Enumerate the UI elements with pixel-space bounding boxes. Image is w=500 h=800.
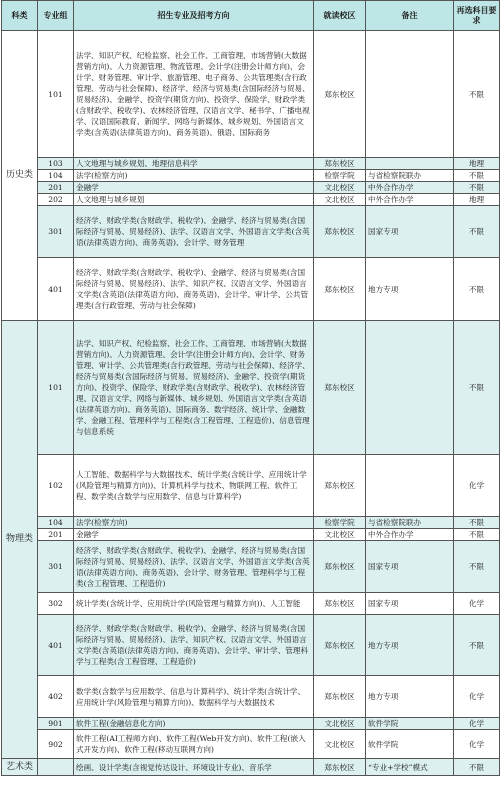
campus-cell: 郑东校区: [314, 593, 366, 615]
code-cell: 401: [38, 258, 74, 321]
code-cell: 101: [38, 31, 74, 158]
header-code: 专业组: [38, 1, 74, 31]
majors-cell: 法学、知识产权、纪检监察、社会工作、工商管理、市场营销(大数据营销方向)、人力资源管理、物流管理、会计学(注册会计师方向)、会计学、财务管理、审计学、旅游管理、电子商务、公共管理类(含行政管理、劳动与社会保障)、经济学、经济与贸易类(含国际经济与贸易、贸易经济)、金融学、投资学(期货方向)、投资学、保险学、财政学类(含财政学、税收学)、农林经济管理、汉语言文学、秘书学、广播电视学、汉语国际教育、新闻学、网络与新媒体、城乡规划、外国语言文学类(含英语(法律英语方向)、商务英语)、俄语、国际商务: [74, 31, 314, 158]
table-row: [2, 258, 500, 321]
table-header-row: [2, 1, 500, 31]
majors-cell: 法学(检察方向): [74, 517, 314, 529]
subject-cell: 化学: [454, 730, 500, 759]
note-cell: [366, 455, 454, 517]
majors-cell: 软件工程(AI工程师方向)、软件工程(Web开发方向)、软件工程(嵌入式开发方向)、软件工程(移动互联网方向): [74, 730, 314, 759]
subject-cell: 不限: [454, 321, 500, 455]
campus-cell: 检察学院: [314, 170, 366, 182]
code-cell: 201: [38, 529, 74, 541]
subject-cell: 化学: [454, 676, 500, 718]
subject-cell: 化学: [454, 718, 500, 730]
campus-cell: 文北校区: [314, 529, 366, 541]
code-cell: 104: [38, 170, 74, 182]
campus-cell: 郑东校区: [314, 158, 366, 170]
note-cell: [366, 321, 454, 455]
note-cell: 中外合作办学: [366, 194, 454, 206]
admissions-table: [1, 0, 500, 776]
table-row: [2, 541, 500, 593]
note-cell: 地方专项: [366, 676, 454, 718]
note-cell: 与省检察院联办: [366, 517, 454, 529]
subject-cell: 不限: [454, 529, 500, 541]
majors-cell: 法学、知识产权、纪检监察、社会工作、工商管理、市场营销(大数据营销方向)、人力资源管理、会计学(注册会计师方向)、会计学、财务管理、审计学、公共管理类(含行政管理、劳动与社会保障)、经济学、经济与贸易类(含国际经济与贸易、贸易经济)、金融学、投资学(期货方向)、投资学、保险学、财政学类(含财政学、税收学)、农林经济管理、汉语言文学、网络与新媒体、城乡规划、外国语言文学类(含英语(法律英语方向)、商务英语)、国际商务、数学经济、统计学、金融数学、金融工程、管理科学与工程类(含工程管理、工程造价)、信息管理与信息系统: [74, 321, 314, 455]
header-campus: 就读校区: [314, 1, 366, 31]
note-cell: 中外合作办学: [366, 529, 454, 541]
subject-cell: 不限: [454, 206, 500, 258]
majors-cell: 法学(检察方向): [74, 170, 314, 182]
note-cell: 地方专项: [366, 258, 454, 321]
majors-cell: 人文地理与城乡规划、地理信息科学: [74, 158, 314, 170]
code-cell: 101: [38, 321, 74, 455]
subject-cell: 不限: [454, 541, 500, 593]
campus-cell: 郑东校区: [314, 759, 366, 776]
campus-cell: 郑东校区: [314, 615, 366, 676]
code-cell: 901: [38, 718, 74, 730]
code-cell: 301: [38, 206, 74, 258]
category-cell: 历史类: [2, 31, 38, 321]
subject-cell: 不限: [454, 615, 500, 676]
subject-cell: 化学: [454, 455, 500, 517]
campus-cell: 文北校区: [314, 194, 366, 206]
header-subject: 再选科目要求: [454, 1, 500, 31]
table-row: [2, 529, 500, 541]
category-cell: 物理类: [2, 321, 38, 759]
table-row: [2, 730, 500, 759]
subject-cell: 不限: [454, 182, 500, 194]
code-cell: 202: [38, 194, 74, 206]
majors-cell: 经济学、财政学类(含财政学、税收学)、金融学、经济与贸易类(含国际经济与贸易、贸易经济)、法学、知识产权、汉语言文学、外国语言文学类(含英语(法律英语方向)、商务英语)、会计学、审计学、管理科学与工程类(含工程管理、工程造价): [74, 615, 314, 676]
majors-cell: 数学类(含数学与应用数学、信息与计算科学)、统计学类(含统计学、应用统计学(风险管理与精算方向))、数据科学与大数据技术: [74, 676, 314, 718]
table-row: [2, 759, 500, 776]
subject-cell: 不限: [454, 258, 500, 321]
code-cell: 103: [38, 158, 74, 170]
code-cell: 102: [38, 455, 74, 517]
code-cell: 104: [38, 517, 74, 529]
campus-cell: 检察学院: [314, 517, 366, 529]
table-row: [2, 194, 500, 206]
header-note: 备注: [366, 1, 454, 31]
code-cell: 302: [38, 593, 74, 615]
table-row: [2, 593, 500, 615]
campus-cell: 郑东校区: [314, 258, 366, 321]
majors-cell: 人文地理与城乡规划: [74, 194, 314, 206]
table-row: [2, 158, 500, 170]
majors-cell: 人工智能、数据科学与大数据技术、统计学类(含统计学、应用统计学(风险管理与精算方向))、计算机科学与技术、物联网工程、软件工程、数学类(含数学与应用数学、信息与计算科学): [74, 455, 314, 517]
note-cell: 国家专项: [366, 206, 454, 258]
subject-cell: 不限: [454, 170, 500, 182]
campus-cell: 郑东校区: [314, 455, 366, 517]
code-cell: 401: [38, 615, 74, 676]
majors-cell: 软件工程(金融信息化方向): [74, 718, 314, 730]
subject-cell: 化学: [454, 593, 500, 615]
code-cell: 902: [38, 730, 74, 759]
table-row: [2, 31, 500, 158]
table-row: [2, 615, 500, 676]
table-row: [2, 676, 500, 718]
subject-cell: 不限: [454, 759, 500, 776]
note-cell: 国家专项: [366, 593, 454, 615]
header-category: 科类: [2, 1, 38, 31]
campus-cell: 郑东校区: [314, 676, 366, 718]
note-cell: 软件学院: [366, 730, 454, 759]
subject-cell: 地理: [454, 158, 500, 170]
table-row: [2, 321, 500, 455]
note-cell: 软件学院: [366, 718, 454, 730]
table-body: [2, 31, 500, 776]
campus-cell: 文北校区: [314, 718, 366, 730]
majors-cell: 经济学、财政学类(含财政学、税收学)、金融学、经济与贸易类(含国际经济与贸易、贸易经济)、法学、汉语言文学、外国语言文学类(含英语(法律英语方向)、商务英语)、会计学、财务管理: [74, 206, 314, 258]
code-cell: 201: [38, 182, 74, 194]
table-row: [2, 170, 500, 182]
note-cell: 与省检察院联办: [366, 170, 454, 182]
code-cell: [38, 759, 74, 776]
subject-cell: 不限: [454, 31, 500, 158]
majors-cell: 金融学: [74, 529, 314, 541]
note-cell: [366, 31, 454, 158]
table-row: [2, 718, 500, 730]
note-cell: 中外合作办学: [366, 182, 454, 194]
note-cell: 地方专项: [366, 615, 454, 676]
majors-cell: 统计学类(含统计学、应用统计学(风险管理与精算方向))、人工智能: [74, 593, 314, 615]
header-majors: 招生专业及招考方向: [74, 1, 314, 31]
campus-cell: 郑东校区: [314, 31, 366, 158]
campus-cell: 郑东校区: [314, 541, 366, 593]
majors-cell: 绘画、设计学类(含视觉传达设计、环境设计专业)、音乐学: [74, 759, 314, 776]
code-cell: 402: [38, 676, 74, 718]
campus-cell: 文北校区: [314, 182, 366, 194]
subject-cell: 地理: [454, 194, 500, 206]
table-row: [2, 182, 500, 194]
code-cell: 301: [38, 541, 74, 593]
majors-cell: 经济学、财政学类(含财政学、税收学)、金融学、经济与贸易类(含国际经济与贸易、贸易经济)、法学、知识产权、汉语言文学、外国语言文学类(含英语(法律英语方向)、商务英语)、会计学、审计学、公共管理类(含行政管理、劳动与社会保障): [74, 258, 314, 321]
note-cell: [366, 158, 454, 170]
table-row: [2, 206, 500, 258]
note-cell: “专业+学校”模式: [366, 759, 454, 776]
subject-cell: 不限: [454, 517, 500, 529]
category-cell: 艺术类: [2, 759, 38, 776]
table-row: [2, 517, 500, 529]
majors-cell: 经济学、财政学类(含财政学、税收学)、金融学、经济与贸易类(含国际经济与贸易、贸易经济)、法学、汉语言文学、外国语言文学类(含英语(法律英语方向)、商务英语)、会计学、财务管理、管理科学与工程类(含工程管理、工程造价): [74, 541, 314, 593]
campus-cell: 文北校区: [314, 730, 366, 759]
table-row: [2, 455, 500, 517]
note-cell: 国家专项: [366, 541, 454, 593]
majors-cell: 金融学: [74, 182, 314, 194]
campus-cell: 郑东校区: [314, 321, 366, 455]
campus-cell: 郑东校区: [314, 206, 366, 258]
